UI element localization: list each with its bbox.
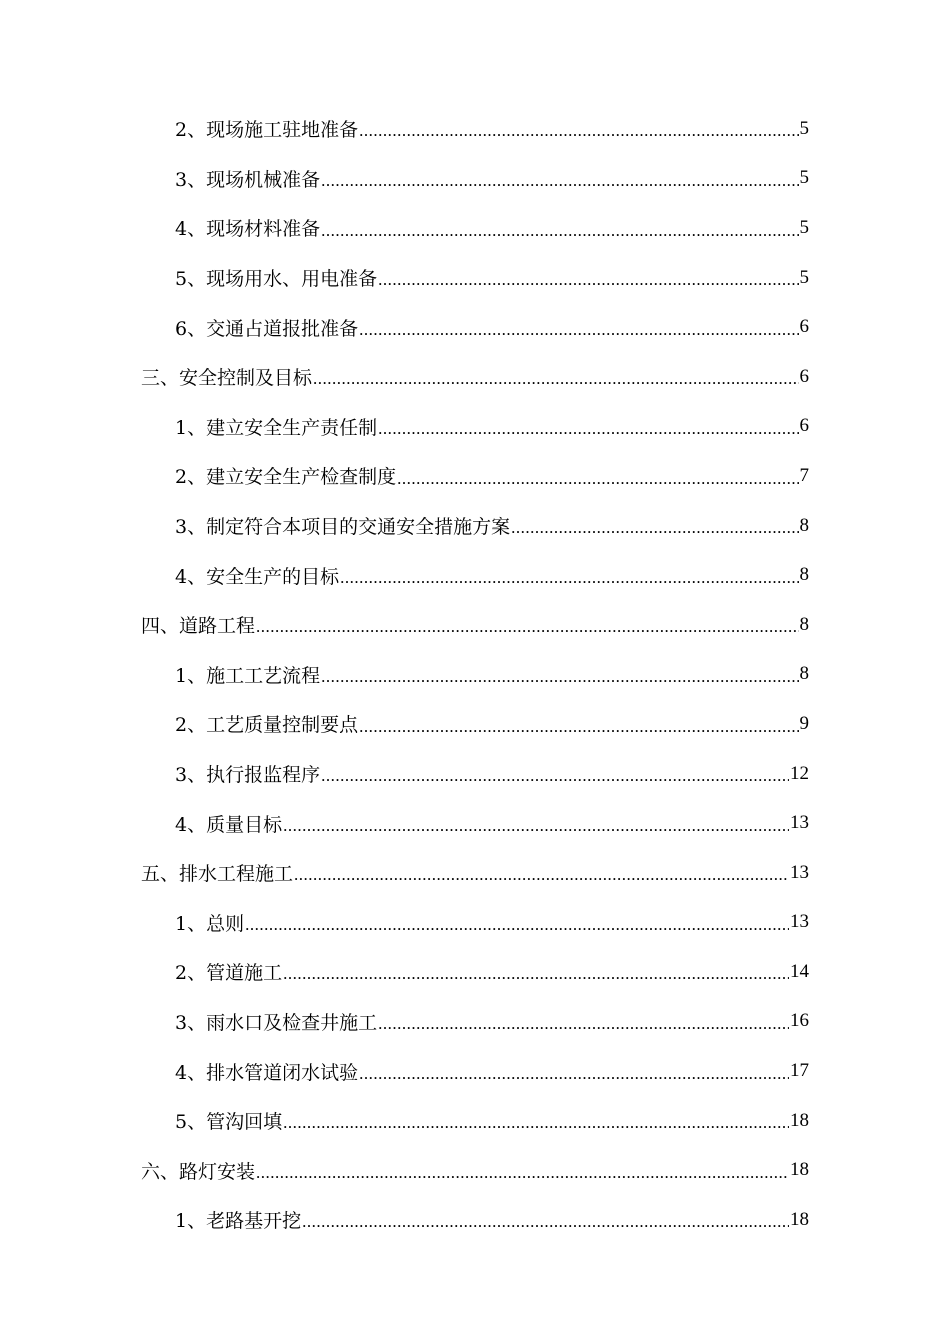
toc-entry[interactable] — [0, 947, 950, 997]
toc-section-entry[interactable] — [0, 848, 950, 898]
table-of-contents — [0, 104, 950, 1245]
toc-entry[interactable] — [0, 501, 950, 551]
toc-entry-page: 8 — [799, 663, 809, 685]
toc-dot-leader — [321, 665, 798, 688]
toc-entry-title: 2、现场施工驻地准备 — [175, 119, 359, 142]
toc-entry[interactable] — [0, 402, 950, 452]
toc-entry-title: 5、现场用水、用电准备 — [175, 268, 378, 291]
toc-entry-page: 5 — [799, 216, 809, 238]
toc-entry-page: 13 — [790, 911, 809, 933]
toc-dot-leader — [313, 367, 798, 390]
toc-entry-page: 18 — [790, 1159, 809, 1181]
toc-entry-page: 5 — [799, 117, 809, 139]
toc-dot-leader — [283, 1111, 789, 1134]
toc-entry[interactable] — [0, 154, 950, 204]
toc-entry-page: 8 — [799, 514, 809, 536]
toc-section-title: 五、排水工程施工 — [141, 863, 294, 886]
toc-entry-title: 5、管沟回填 — [175, 1111, 283, 1134]
toc-section-title: 三、安全控制及目标 — [141, 367, 313, 390]
toc-dot-leader — [245, 913, 789, 936]
toc-entry-title: 3、执行报监程序 — [175, 764, 321, 787]
toc-entry[interactable] — [0, 550, 950, 600]
toc-dot-leader — [397, 467, 798, 490]
toc-entry-page: 7 — [799, 464, 809, 486]
toc-entry-title: 2、工艺质量控制要点 — [175, 714, 359, 737]
toc-entry[interactable] — [0, 1096, 950, 1146]
toc-entry-title: 4、质量目标 — [175, 813, 283, 836]
toc-entry-title: 6、交通占道报批准备 — [175, 317, 359, 340]
toc-entry-page: 14 — [790, 960, 809, 982]
toc-dot-leader — [283, 962, 789, 985]
toc-entry[interactable] — [0, 650, 950, 700]
toc-entry-title: 2、建立安全生产检查制度 — [175, 466, 397, 489]
toc-entry-title: 3、雨水口及检查井施工 — [175, 1011, 378, 1034]
toc-entry-page: 6 — [799, 415, 809, 437]
toc-dot-leader — [294, 863, 789, 886]
toc-entry-page: 6 — [799, 316, 809, 338]
toc-entry[interactable] — [0, 997, 950, 1047]
toc-entry[interactable] — [0, 104, 950, 154]
toc-entry-page: 8 — [799, 564, 809, 586]
toc-entry[interactable] — [0, 699, 950, 749]
toc-entry-page: 5 — [799, 167, 809, 189]
toc-entry-title: 3、现场机械准备 — [175, 168, 321, 191]
toc-entry[interactable] — [0, 1195, 950, 1245]
toc-entry-page: 5 — [799, 266, 809, 288]
toc-entry-title: 4、排水管道闭水试验 — [175, 1061, 359, 1084]
toc-dot-leader — [321, 169, 798, 192]
toc-dot-leader — [302, 1210, 789, 1233]
toc-dot-leader — [256, 1161, 789, 1184]
toc-section-title: 六、路灯安装 — [141, 1160, 256, 1183]
toc-dot-leader — [256, 615, 798, 638]
toc-entry-page: 13 — [790, 812, 809, 834]
toc-entry-title: 2、管道施工 — [175, 962, 283, 985]
toc-dot-leader — [321, 764, 789, 787]
toc-dot-leader — [283, 814, 789, 837]
toc-entry[interactable] — [0, 749, 950, 799]
toc-entry-title: 4、现场材料准备 — [175, 218, 321, 241]
toc-dot-leader — [511, 516, 798, 539]
toc-section-entry[interactable] — [0, 600, 950, 650]
toc-dot-leader — [340, 566, 798, 589]
toc-dot-leader — [378, 268, 798, 291]
toc-dot-leader — [359, 119, 798, 142]
toc-dot-leader — [378, 1012, 789, 1035]
toc-dot-leader — [359, 1062, 789, 1085]
toc-entry[interactable] — [0, 898, 950, 948]
toc-section-title: 四、道路工程 — [141, 615, 256, 638]
toc-entry-page: 6 — [799, 365, 809, 387]
toc-section-entry[interactable] — [0, 1145, 950, 1195]
toc-entry-page: 8 — [799, 613, 809, 635]
toc-entry[interactable] — [0, 451, 950, 501]
toc-dot-leader — [359, 715, 798, 738]
toc-entry[interactable] — [0, 302, 950, 352]
toc-entry-title: 1、老路基开挖 — [175, 1210, 302, 1233]
toc-entry-page: 18 — [790, 1109, 809, 1131]
toc-dot-leader — [359, 318, 798, 341]
toc-entry-title: 4、安全生产的目标 — [175, 565, 340, 588]
toc-entry-title: 3、制定符合本项目的交通安全措施方案 — [175, 516, 511, 539]
toc-entry-page: 9 — [799, 712, 809, 734]
toc-entry-title: 1、总则 — [175, 912, 245, 935]
toc-entry-title: 1、建立安全生产责任制 — [175, 416, 378, 439]
toc-dot-leader — [321, 219, 798, 242]
toc-entry[interactable] — [0, 203, 950, 253]
toc-section-entry[interactable] — [0, 352, 950, 402]
toc-entry[interactable] — [0, 253, 950, 303]
toc-entry[interactable] — [0, 1046, 950, 1096]
toc-dot-leader — [378, 417, 798, 440]
toc-entry-page: 16 — [790, 1010, 809, 1032]
toc-entry-page: 18 — [790, 1208, 809, 1230]
toc-entry-title: 1、施工工艺流程 — [175, 664, 321, 687]
toc-entry-page: 12 — [790, 762, 809, 784]
toc-entry-page: 17 — [790, 1060, 809, 1082]
toc-entry[interactable] — [0, 798, 950, 848]
toc-entry-page: 13 — [790, 861, 809, 883]
